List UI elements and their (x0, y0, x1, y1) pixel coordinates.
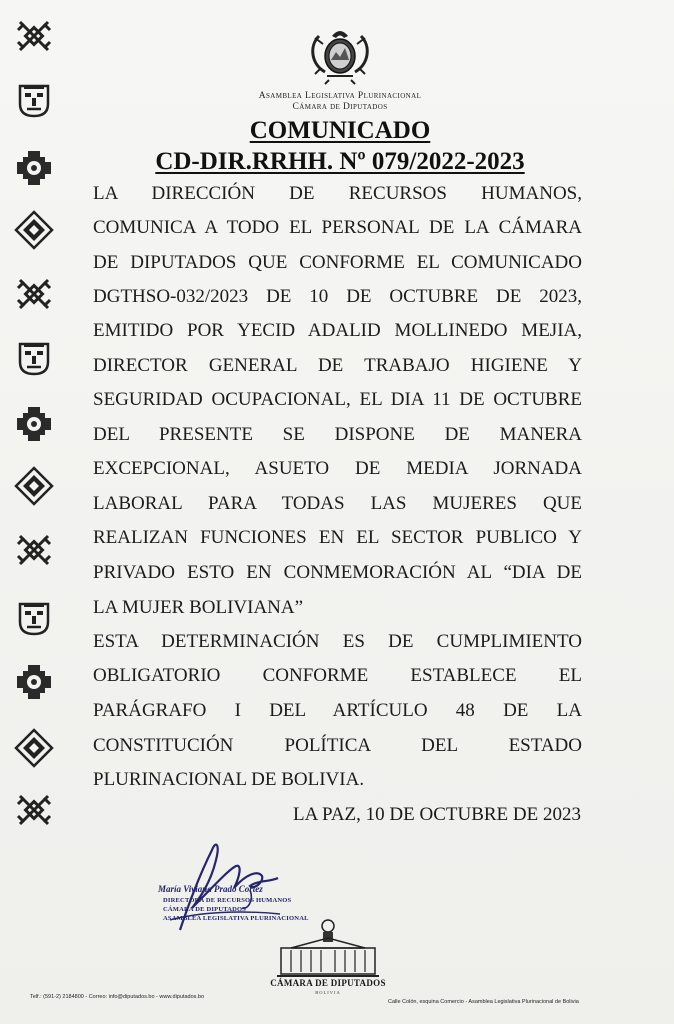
chamber-name: Cámara de Diputados (292, 102, 388, 112)
body-line: DEL PRESENTE SE DISPONE DE MANERA (93, 424, 582, 445)
chakana-x-icon (14, 16, 54, 56)
mask-icon (14, 598, 54, 638)
footer-logo-sub: BOLIVIA (315, 990, 341, 995)
body-line: LA DIRECCIÓN DE RECURSOS HUMANOS, (93, 183, 582, 204)
body-line: DE DIPUTADOS QUE CONFORME EL COMUNICADO (93, 252, 582, 273)
document-reference: CD-DIR.RRHH. Nº 079/2022-2023 (155, 148, 525, 175)
chakana-x-icon (14, 530, 54, 570)
chakana-cross-icon (14, 404, 54, 444)
diamond-icon (14, 210, 54, 250)
chakana-cross-icon (14, 662, 54, 702)
body-line: LABORAL PARA TODAS LAS MUJERES QUE (93, 493, 582, 514)
chakana-cross-icon (14, 148, 54, 188)
signer-name: María Viviana Prado Cortez (158, 884, 263, 894)
chakana-x-icon (14, 274, 54, 314)
footer-contact: Telf.: (591-2) 2184800 - Correo: info@diputados.bo - www.diputados.bo (30, 994, 205, 1000)
body-line: LA MUJER BOLIVIANA” (93, 597, 304, 618)
building-logo-icon (273, 916, 383, 980)
signer-role: DIRECTORA DE RECURSOS HUMANOS (163, 897, 292, 904)
body-line: SEGURIDAD OCUPACIONAL, EL DIA 11 DE OCTUBRE (93, 389, 582, 410)
body-line: PLURINACIONAL DE BOLIVIA. (93, 769, 365, 790)
body-line: DGTHSO-032/2023 DE 10 DE OCTUBRE DE 2023, (93, 286, 582, 307)
institution-name: Asamblea Legislativa Plurinacional (258, 91, 422, 101)
page-title: COMUNICADO (249, 117, 431, 144)
body-line: DIRECTOR GENERAL DE TRABAJO HIGIENE Y (93, 355, 582, 376)
body-line: PARÁGRAFO I DEL ARTÍCULO 48 DE LA (93, 700, 582, 721)
footer-logo-name: CÁMARA DE DIPUTADOS (270, 978, 386, 988)
date-line: LA PAZ, 10 DE OCTUBRE DE 2023 (292, 804, 581, 825)
body-line: COMUNICA A TODO EL PERSONAL DE LA CÁMARA (93, 217, 582, 238)
diamond-icon (14, 466, 54, 506)
signer-office: CÁMARA DE DIPUTADOS (163, 906, 247, 913)
coat-of-arms-icon (305, 24, 375, 86)
body-line: EXCEPCIONAL, ASUETO DE MEDIA JORNADA (93, 458, 582, 479)
body-line: PRIVADO ESTO EN CONMEMORACIÓN AL “DIA DE (93, 562, 582, 583)
mask-icon (14, 80, 54, 120)
chakana-x-icon (14, 790, 54, 830)
signer-institution: ASAMBLEA LEGISLATIVA PLURINACIONAL (163, 915, 309, 922)
body-line: REALIZAN FUNCIONES EN EL SECTOR PUBLICO Y (93, 527, 582, 548)
body-line: ESTA DETERMINACIÓN ES DE CUMPLIMIENTO (93, 631, 582, 652)
body-line: OBLIGATORIO CONFORME ESTABLECE EL (93, 665, 582, 686)
mask-icon (14, 338, 54, 378)
footer-address: Calle Colón, esquina Comercio - Asamblea Legislativa Plurinacional de Bolivia (388, 999, 579, 1005)
diamond-icon (14, 728, 54, 768)
body-line: EMITIDO POR YECID ADALID MOLLINEDO MEJIA, (93, 320, 582, 341)
body-line: CONSTITUCIÓN POLÍTICA DEL ESTADO (93, 735, 582, 756)
